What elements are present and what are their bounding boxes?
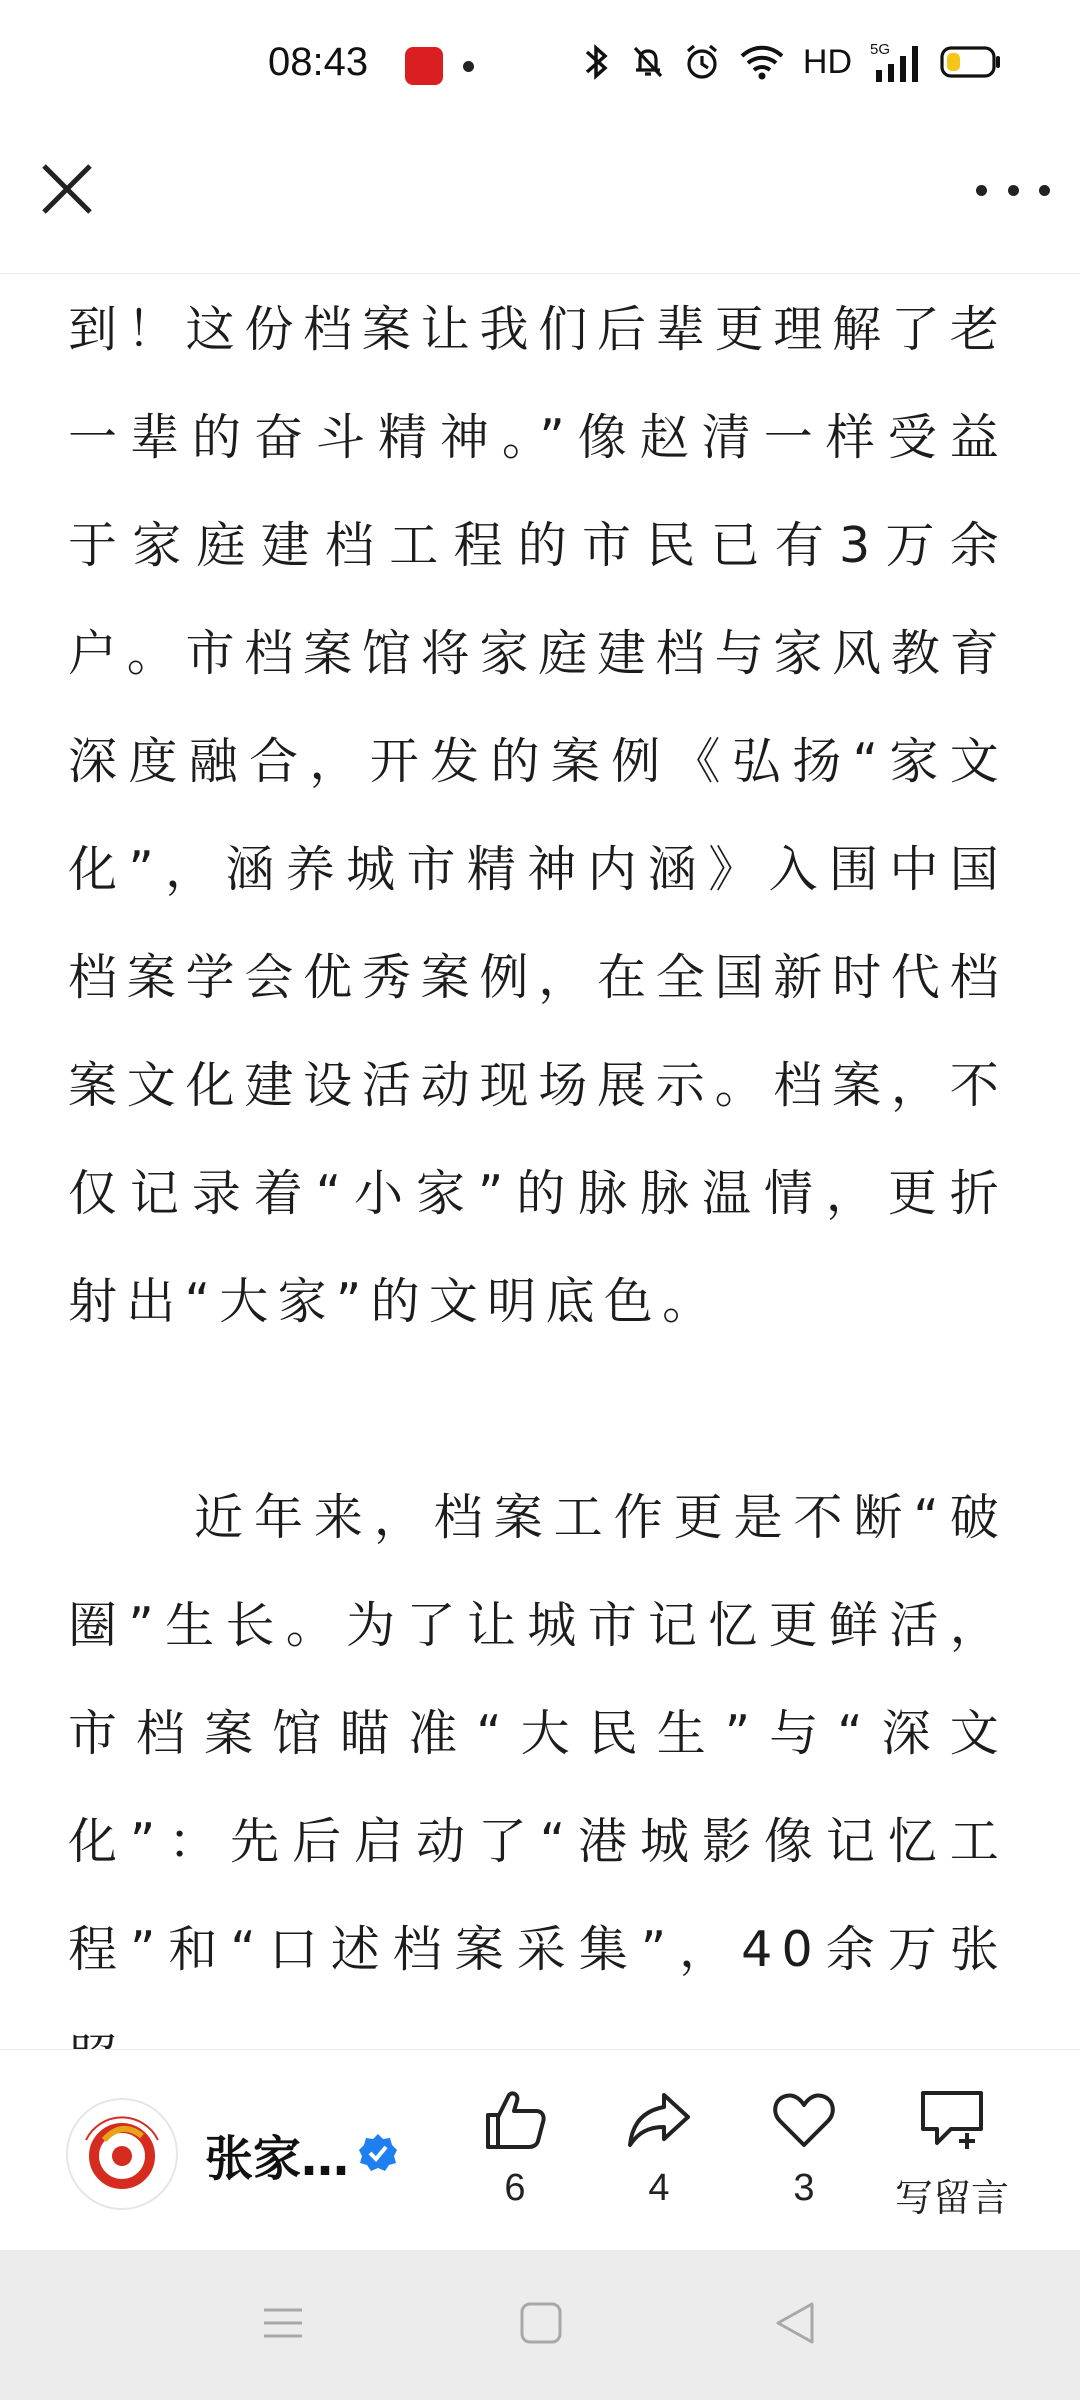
verified-badge-icon <box>357 2132 399 2174</box>
mute-icon <box>631 42 665 82</box>
comment-add-icon <box>917 2087 987 2153</box>
close-button[interactable] <box>38 160 96 218</box>
like-count: 6 <box>504 2167 526 2209</box>
hd-label: HD <box>802 42 852 81</box>
close-icon <box>44 166 90 212</box>
wifi-icon <box>739 42 785 82</box>
battery-icon <box>940 42 1002 82</box>
account-name[interactable]: 张家… <box>205 2131 350 2187</box>
more-icon <box>976 185 987 196</box>
app-notification-icon <box>405 47 443 85</box>
heart-icon <box>771 2087 837 2153</box>
article-body <box>68 276 1008 2048</box>
status-time: 08:43 <box>268 40 369 84</box>
share-button[interactable] <box>604 2085 714 2210</box>
signal-icon <box>870 40 922 84</box>
share-count: 4 <box>648 2167 670 2209</box>
write-comment-button[interactable] <box>882 2085 1022 2222</box>
thumbs-up-icon <box>482 2087 548 2153</box>
status-icons <box>579 40 1002 84</box>
account-avatar[interactable] <box>66 2098 178 2210</box>
favorite-count: 3 <box>793 2167 815 2209</box>
article-paragraph: 到！这份档案让我们后辈更理解了老一辈的奋斗精神。”像赵清一样受益于家庭建档工程的市民已有3万余户。市档案馆将家庭建档与家风教育深度融合，开发的案例《弘扬“家文化”，涵养城市精神内涵》入围中国档案学会优秀案例，在全国新时代档案文化建设活动现场展示。档案，不仅记录着“小家”的脉脉温情，更折射出“大家”的文明底色。 <box>68 301 1008 1330</box>
like-button[interactable] <box>460 2085 570 2210</box>
share-icon <box>626 2087 692 2153</box>
home-icon[interactable] <box>516 2298 566 2348</box>
back-icon[interactable] <box>770 2298 820 2348</box>
more-options-button[interactable] <box>976 170 1050 210</box>
network-label: 5G <box>870 41 891 58</box>
write-comment-label: 写留言 <box>894 2178 1009 2220</box>
account-logo-icon <box>68 2100 176 2208</box>
system-navigation-bar <box>0 2250 1080 2400</box>
status-bar <box>0 0 1080 130</box>
notification-dot-icon <box>463 61 474 72</box>
article-top-bar <box>0 130 1080 274</box>
alarm-icon <box>683 42 721 82</box>
favorite-button[interactable] <box>749 2085 859 2210</box>
menu-icon[interactable] <box>258 2298 308 2348</box>
bottom-action-bar <box>0 2049 1080 2251</box>
article-paragraph: 近年来，档案工作更是不断“破圈”生长。为了让城市记忆更鲜活，市档案馆瞄准“大民生”与“深文化”：先后启动了“港城影像记忆工程”和“口述档案采集”，40余万张 <box>68 1489 1008 1978</box>
bluetooth-icon <box>579 42 613 82</box>
